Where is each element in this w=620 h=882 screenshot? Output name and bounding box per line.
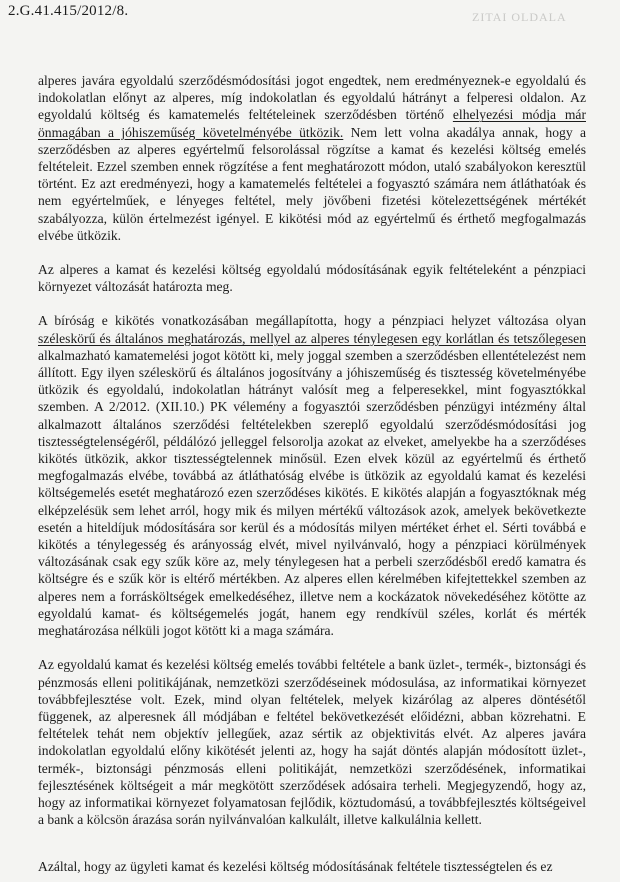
case-number: 2.G.41.415/2012/8. <box>8 3 129 19</box>
paragraph-1 <box>38 72 586 244</box>
paragraph-4 <box>38 656 586 828</box>
paragraph-4-text: Az egyoldalú kamat és kezelési költség emelés további feltétele a bank üzlet-, termék-, biztonsági és pénzmosás elleni politikájának, nemzetközi szerződéseinek módosulása, az informatikai környezet továbbfejlesztése volt. Ezek, mind olyan feltételek, melyek kizárólag az alperes döntésétől függenek, az alperesnek áll módjában e feltétel bekövetkezését előidézni, abban közrehatni. E feltételek tehát nem objektív jellegűek, azaz sértik az objektivitás elvét. Az alperes javára indokolatlan egyoldalú előny kikötését jelenti az, hogy ha saját döntés alapján módosított üzlet-, termék-, biztonsági pénzmosás elleni politikáját, nemzetközi szerződésének, informatikai fejlesztésének költségeit a már megkötött szerződések adósaira terheli. Megjegyzendő, hogy az, hogy az informatikai környezet folyamatosan fejlődik, köztudomású, a továbbfejlesztés költségeivel a bank a kölcsön árazása során nyilvánvalóan kalkulált, illetve kalkulálnia kellett. <box>38 657 586 828</box>
paragraph-1-text-a: alperes javára egyoldalú szerződésmódosítási jogot engedtek, nem eredményeznek-e egyoldalú és indokolatlan előnyt az alperes, míg indokolatlan és egyoldalú hátrányt a felperesi oldalon. Az egyoldalú költség és kamatemelés feltételeinek szerződésben történő <box>38 73 586 123</box>
paragraph-2-text: Az alperes a kamat és kezelési költség egyoldalú módosításának egyik feltételeként a pénzpiaci környezet változását határozta meg. <box>38 262 586 295</box>
bleed-through-text: ZITAI OLDALA <box>472 10 567 24</box>
paragraph-3-underlined: széleskörű és általános meghatározás, mellyel az alperes ténylegesen egy korlátlan és tetszőlegesen <box>38 330 586 346</box>
continuation-line: Azáltal, hogy az ügyleti kamat és kezelési költség módosításának feltétele tisztességtelen és ez <box>38 859 553 874</box>
paragraph-3-text-a: A bíróság e kikötés vonatkozásában megállapította, hogy a pénzpiaci helyzet változása olyan <box>38 313 586 329</box>
document-body <box>38 72 586 828</box>
paragraph-1-underlined: elhelyezési módja már önmagában a jóhiszeműség követelményébe ütközik. <box>38 107 586 140</box>
paragraph-3 <box>38 312 586 639</box>
paragraph-2 <box>38 261 586 295</box>
paragraph-3-text-b: alkalmazható kamatemelési jogot kötött ki, mely joggal szemben a szerződésben ellentételezést nem állított. Egy ilyen széleskörű és általános jogosítvány a jóhiszeműség és tisztesség követelményébe ütközik és egyoldalú, indokolatlan hátrányt valósít meg a felperesekkel, mint fogyasztókkal szemben. A 2/2012. (XII.10.) PK vélemény a fogyasztói szerződésben pénzügyi intézmény által alkalmazott általános szerződési feltételekben szereplő egyoldalú szerződésmódosítási jog tisztességtelenségéről, példálózó jelleggel felsorolja azokat az elveket, amelyekbe ha a szerződéses kikötés ütközik, akkor tisztességtelennek minősül. Ezen elvek közül az egyértelmű és érthető megfogalmazás elvébe, továbbá az átláthatóság elvébe is ütközik az egyoldalú kamat és kezelési költségemelés esetét meghatározó ezen szerződéses kikötés. E kikötés alapján a fogyasztóknak még elképzelésük sem lehet arról, hogy mik és milyen mértékű változások azok, amelyek bekövetkezte esetén a hiteldíjuk módosítására sor kerül és a módosítás milyen mértéket érhet el. Sérti továbbá e kikötés a ténylegesség és arányosság elvét, mivel nyilvánvaló, hogy a pénzpiaci körülmények változásának csak egy szűk köre az, mely ténylegesen hat a perbeli szerződésből eredő kamatra és költségre és e szűk kör is eltérő mértékben. Az alperes ellen kérelmében kifejtettekkel szemben az alperes nem a forrásköltségek emelkedéséhez, illetve nem a kockázatok növekedéséhez kötötte az egyoldalú kamat- és költségemelés jogát, hanem egy rendkívül széles, korlát és mérték meghatározása nélküli jogot kötött ki a maga számára. <box>38 347 586 639</box>
paragraph-1-text-b: Nem lett volna akadálya annak, hogy a szerződésben az alperes egyértelmű felsorolással rögzítse a kamat és kezelési költség emelés feltételeit. Ezzel szemben ennek rögzítése a fent meghatározott módon, utaló szabályokon keresztül történt. Ez azt eredményezi, hogy a kamatemelés feltételei a fogyasztó számára nem átláthatóak és nem egyértelműek, e lényeges feltétel, mely jövőbeni fizetési kötelezettségének mértékét szabályozza, külön értelmezést igényel. E kikötési mód az egyértelmű és érthető megfogalmazás elvébe ütközik. <box>38 124 586 243</box>
